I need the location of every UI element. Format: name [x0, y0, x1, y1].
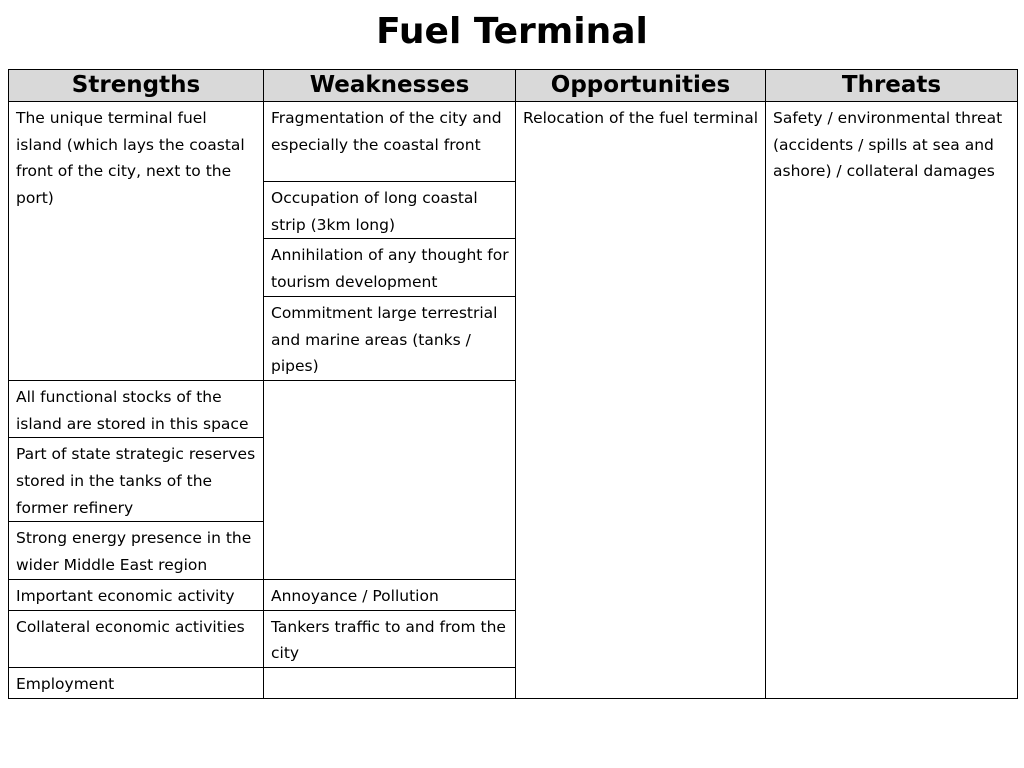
opportunities-header: Opportunities	[516, 70, 766, 102]
weakness-cell	[264, 380, 516, 579]
strength-cell: Collateral economic activities	[9, 610, 264, 667]
weakness-cell: Tankers traffic to and from the city	[264, 610, 516, 667]
strength-cell: Part of state strategic reserves stored in the tanks of the former refinery	[9, 438, 264, 522]
header-row	[9, 70, 1018, 102]
weakness-cell	[264, 667, 516, 698]
threat-cell: Safety / environmental threat (accidents / spills at sea and ashore) / collateral damages	[766, 102, 1018, 699]
table-row	[9, 102, 1018, 182]
strength-cell: Strong energy presence in the wider Middle East region	[9, 522, 264, 579]
threats-header: Threats	[766, 70, 1018, 102]
page-title: Fuel Terminal	[376, 11, 648, 52]
strength-cell: Employment	[9, 667, 264, 698]
weakness-cell: Occupation of long coastal strip (3km long)	[264, 182, 516, 239]
opportunity-cell: Relocation of the fuel terminal	[516, 102, 766, 699]
swot-table	[8, 69, 1018, 699]
weakness-cell: Commitment large terrestrial and marine areas (tanks / pipes)	[264, 296, 516, 380]
strength-cell: Important economic activity	[9, 579, 264, 610]
strength-cell: All functional stocks of the island are stored in this space	[9, 380, 264, 437]
strength-cell: The unique terminal fuel island (which lays the coastal front of the city, next to the port)	[9, 102, 264, 381]
weakness-cell: Fragmentation of the city and especially the coastal front	[264, 102, 516, 182]
weaknesses-header: Weaknesses	[264, 70, 516, 102]
weakness-cell: Annoyance / Pollution	[264, 579, 516, 610]
strengths-header: Strengths	[9, 70, 264, 102]
weakness-cell: Annihilation of any thought for tourism development	[264, 239, 516, 296]
